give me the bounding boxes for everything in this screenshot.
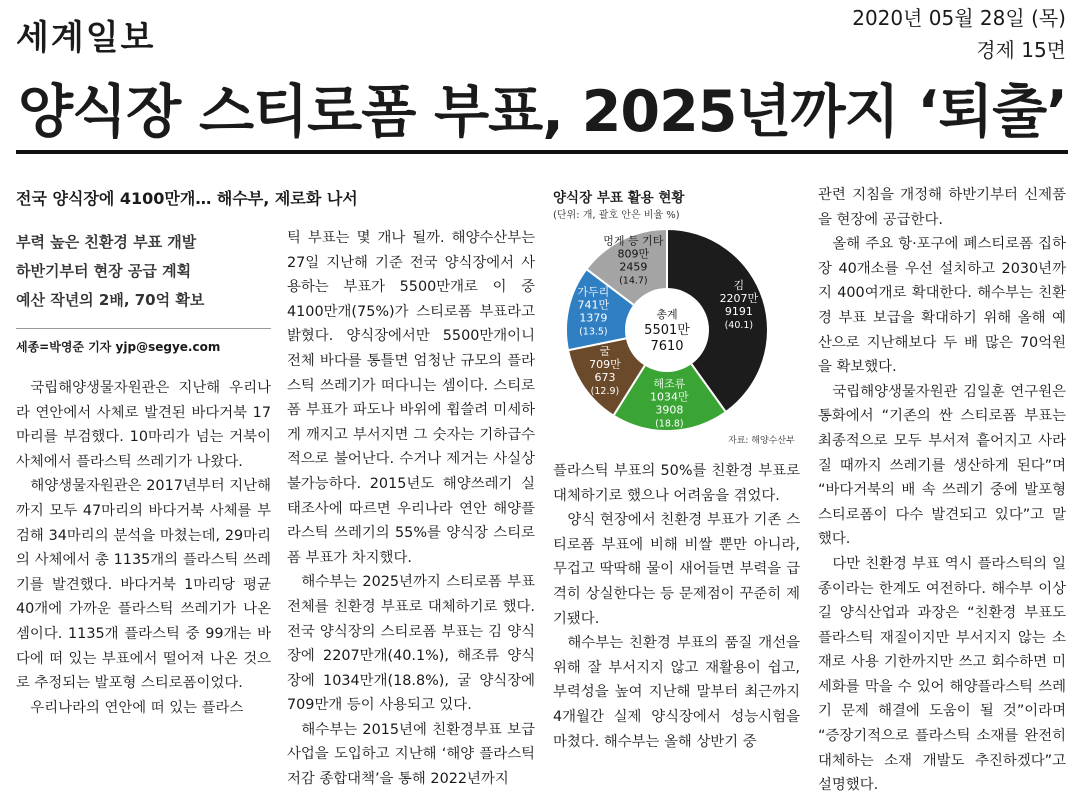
- paragraph: 틱 부표는 몇 개나 될까. 해양수산부는 27일 지난해 기준 전국 양식장에서 사용하는 부표가 5500만개로 이 중 4100만개(75%)가 스티로폼 부표라고 밝혔다. 양식장에서만 5500만개이니 전체 바다를 통틀면 엄청난 규모의 플라스틱 쓰레기가 떠다니는 셈이다. 스티로폼 부표가 파도나 바위에 휩쓸려 미세하게 깨지고 부서지면 그 숫자는 기하급수적으로 불어난다. 수거나 제거는 사실상 불가능하다. 2015년도 해양쓰레기 실태조사에 따르면 우리나라 연안 해양플라스틱 쓰레기의 55%를 양식장 스티로폼 부표가 차지했다.: [287, 230, 535, 566]
- slice-label: 9191: [724, 304, 753, 318]
- paragraph: 다만 친환경 부표 역시 플라스틱의 일종이라는 한계도 여전하다. 해수부 이상길 양식산업과 과장은 “친환경 부표도 플라스틱 재질이지만 부서지지 않는 소재로 사용 기한까지만 쓰고 회수하면 미세화를 막을 수 있어 해양플라스틱 쓰레기 문제 해결에 도움이 될 것”이라며 “증장기적으로 플라스틱 소재를 완전히 대체하는 소재 개발도 추진하겠다”고 설명했다.: [818, 555, 1066, 794]
- slice-label: 해조류: [653, 377, 686, 391]
- slice-label: 김: [733, 278, 745, 292]
- article-column-2: [287, 226, 535, 792]
- chart-unit-note: (단위: 개, 괄호 안은 비율 %): [553, 210, 680, 221]
- issue-date: 2020년 05월 28일 (목): [852, 6, 1066, 30]
- slice-label: (40.1): [724, 319, 754, 331]
- slice-label: 1379: [579, 311, 608, 325]
- paragraph: 우리나라의 연안에 떠 있는 플라스: [30, 699, 244, 716]
- donut-total-label: 5501만: [644, 323, 690, 338]
- paragraph: 해수부는 2025년까지 스티로폼 부표 전체를 친환경 부표로 대체하기로 했다. 전국 양식장의 스티로폼 부표는 김 양식장에 2207만개(40.1%), 해조류 양식장에 1034만개(18.8%), 굴 양식장에 709만개 등이 사용되고 있다.: [287, 574, 535, 714]
- article-headline: 양식장 스티로폼 부표, 2025년까지 ‘퇴출’: [18, 79, 1067, 145]
- chart-title: 양식장 부표 활용 현황: [553, 190, 685, 206]
- paragraph: 국립해양생물자원관은 지난해 우리나라 연안에서 사체로 발견된 바다거북 17마리를 부검했다. 10마리가 넘는 거북이 사체에서 플라스틱 쓰레기가 나왔다.: [16, 380, 271, 470]
- section-page: 경제 15면: [976, 38, 1066, 62]
- slice-label: (18.8): [655, 418, 684, 430]
- headline-rule: [16, 150, 1068, 154]
- paragraph: 양식 현장에서 친환경 부표가 기존 스티로폼 부표에 비해 비쌀 뿐만 아니라, 무겁고 딱딱해 물이 새어들면 부력을 급격히 상실한다는 등 문제점이 꾸준히 제기됐다.: [553, 512, 800, 627]
- slice-label: 2207만: [719, 291, 759, 305]
- slice-label: 굴: [599, 345, 611, 359]
- byline-divider: [16, 328, 271, 329]
- donut-total-label: 7610: [650, 339, 684, 354]
- slice-label: 3908: [655, 403, 684, 417]
- slice-label: (12.9): [590, 386, 620, 398]
- paragraph: 관련 지침을 개정해 하반기부터 신제품을 현장에 공급한다.: [818, 187, 1066, 228]
- paragraph: 국립해양생물자원관 김일훈 연구원은 통화에서 “기존의 싼 스티로폼 부표는 최종적으로 모두 부서져 흩어지고 사라질 때까지 쓰레기를 생산하게 된다”며 “바다거북의 배 속 쓰레기 중에 발포형 스티로폼이 다수 발견되고 있다”고 말했다.: [818, 383, 1066, 548]
- newspaper-masthead: 세계일보: [16, 18, 156, 58]
- paragraph: 플라스틱 부표의 50%를 친환경 부표로 대체하기로 했으나 어려움을 겪었다.: [553, 463, 800, 504]
- slice-label: 멍게 등 기타: [603, 234, 664, 248]
- paragraph: 해양생물자원관은 2017년부터 지난해까지 모두 47마리의 바다거북 사체를 부검해 34마리의 분석을 마쳤는데, 29마리의 사체에서 총 1135개의 플라스틱 쓰레기를 발견했다. 바다거북 1마리당 평균 40개에 가까운 플라스틱 쓰레기가 나온 셈이다. 1135개 플라스틱 중 99개는 바다에 떠 있는 부표에서 떨어져 나온 것으로 추정되는 발포형 스티로폼이었다.: [16, 478, 271, 692]
- slice-label: 가두리: [577, 285, 610, 299]
- key-points: [16, 228, 271, 315]
- slice-label: 741만: [577, 298, 610, 312]
- byline: 세종=박영준 기자 yjp@segye.com: [16, 340, 221, 354]
- article-column-3: [553, 459, 800, 754]
- slice-label: 2459: [619, 260, 648, 274]
- article-subheadline: 전국 양식장에 4100만개… 해수부, 제로화 나서: [16, 189, 358, 208]
- paragraph: 올해 주요 항·포구에 폐스티로폼 집하장 40개소를 우선 설치하고 2030년까지 400여개로 확대한다. 해수부는 친환경 부표 보급을 확대하기 위해 올해 예산으로 지난해보다 두 배 많은 70억원을 확보했다.: [818, 236, 1066, 376]
- paragraph: 해수부는 친환경 부표의 품질 개선을 위해 잘 부서지지 않고 재활용이 쉽고, 부력성을 높여 지난해 말부터 최근까지 4개월간 실제 양식장에서 성능시험을 마쳤다. 해수부는 올해 상반기 중: [553, 635, 800, 750]
- article-column-4: [818, 183, 1066, 798]
- paragraph: 해수부는 2015년에 친환경부표 보급사업을 도입하고 지난해 ‘해양 플라스틱 저감 종합대책’을 통해 2022년까지: [287, 721, 535, 788]
- slice-label: 709만: [589, 358, 621, 372]
- slice-label: 809만: [617, 247, 650, 261]
- pie-chart: [553, 222, 798, 432]
- key-point: 예산 작년의 2배, 70억 확보: [16, 291, 205, 309]
- donut-total-label: 총계: [656, 308, 678, 321]
- slice-label: 673: [594, 371, 616, 385]
- slice-label: (13.5): [579, 326, 608, 338]
- slice-label: 1034만: [650, 390, 689, 404]
- key-point: 부력 높은 친환경 부표 개발: [16, 233, 197, 251]
- article-column-1: [16, 376, 271, 720]
- key-point: 하반기부터 현장 공급 계획: [16, 262, 192, 280]
- chart-source: 자료: 해양수산부: [728, 436, 795, 446]
- slice-label: (14.7): [619, 275, 648, 287]
